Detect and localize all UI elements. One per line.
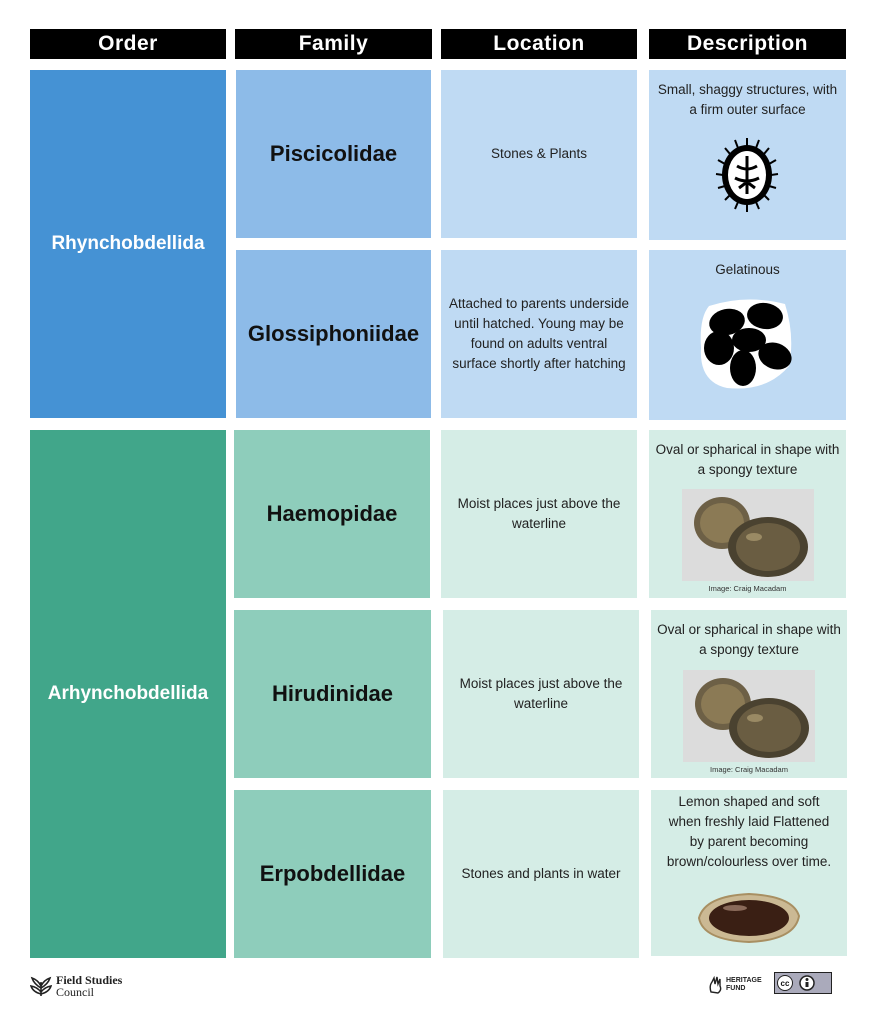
header-order: Order — [30, 29, 226, 59]
lemon-cocoon-icon — [695, 890, 803, 944]
order-arhynchobdellida: Arhynchobdellida — [30, 430, 226, 958]
location-haemopidae: Moist places just above the waterline — [441, 430, 637, 598]
description-cell-glossiphoniidae — [649, 250, 846, 420]
creative-commons-badge — [774, 972, 832, 994]
logo-line-2: Council — [56, 985, 94, 999]
family-piscicolidae: Piscicolidae — [236, 70, 431, 238]
location-glossiphoniidae: Attached to parents underside until hatched. Young may be found on adults ventral surface shortly after hatching — [441, 250, 637, 418]
logo-line-1: Field Studies — [56, 973, 123, 987]
heritage-line-1: HERITAGE — [726, 977, 762, 984]
image-caption: Image: Craig Macadam — [710, 765, 788, 774]
shaggy-cocoon-icon — [715, 136, 779, 214]
family-haemopidae: Haemopidae — [234, 430, 430, 598]
description-cell-haemopidae — [649, 430, 846, 598]
family-glossiphoniidae: Glossiphoniidae — [236, 250, 431, 418]
image-caption: Image: Craig Macadam — [708, 584, 787, 593]
family-erpobdellidae: Erpobdellidae — [234, 790, 431, 958]
description-text: Lemon shaped and soft when freshly laid Flattened by parent becoming brown/colourless over time. — [666, 794, 832, 869]
gelatinous-eggs-icon — [697, 296, 795, 392]
description-text: Oval or spharical in shape with a spongy texture — [655, 442, 840, 477]
heritage-line-2: FUND — [726, 985, 746, 992]
description-text: Oval or spharical in shape with a spongy texture — [657, 622, 841, 657]
field-studies-council-logo — [30, 972, 160, 1002]
heritage-hand-icon — [708, 976, 724, 994]
order-rhynchobdellida: Rhynchobdellida — [30, 70, 226, 418]
description-text: Gelatinous — [715, 262, 780, 277]
description-cell-piscicolidae — [649, 70, 846, 240]
family-hirudinidae: Hirudinidae — [234, 610, 431, 778]
location-erpobdellidae: Stones and plants in water — [443, 790, 639, 958]
attribution-icon — [799, 975, 815, 991]
spongy-cocoon-photo — [683, 670, 815, 762]
description-text: Small, shaggy structures, with a firm outer surface — [657, 82, 838, 117]
heritage-fund-logo — [708, 974, 768, 996]
location-hirudinidae: Moist places just above the waterline — [443, 610, 639, 778]
header-family: Family — [235, 29, 432, 59]
header-description: Description — [649, 29, 846, 59]
leaf-logo-icon — [30, 974, 52, 998]
description-cell-hirudinidae — [651, 610, 847, 778]
spongy-cocoon-photo — [682, 489, 814, 581]
location-piscicolidae: Stones & Plants — [441, 70, 637, 238]
cc-icon: cc — [777, 975, 793, 991]
header-location: Location — [441, 29, 637, 59]
description-cell-erpobdellidae — [651, 790, 847, 956]
